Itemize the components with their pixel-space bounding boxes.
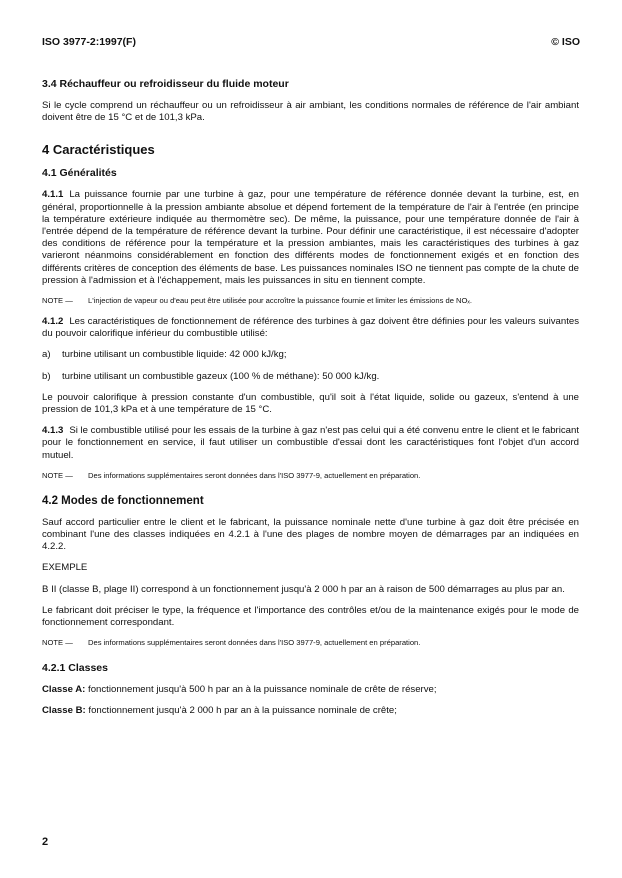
list-text: turbine utilisant un combustible liquide: 42 000 kJ/kg;	[62, 349, 287, 361]
note-3	[42, 638, 579, 648]
clause-number: 4.1.1	[42, 189, 64, 201]
list-label: b)	[42, 370, 51, 382]
section-4-heading: 4 Caractéristiques	[42, 142, 155, 158]
class-label: Classe B:	[42, 705, 86, 717]
copyright-mark: © ISO	[551, 36, 580, 48]
list-item-b	[42, 371, 579, 383]
note-1	[42, 296, 579, 306]
list-text: turbine utilisant un combustible gazeux (100 % de méthane): 50 000 kJ/kg.	[62, 370, 380, 382]
clause-text: Si le combustible utilisé pour les essais de la turbine à gaz n'est pas celui qui a été convenu entre le client et le fabricant pour le fonctionnement en service, il faut utiliser un combustible d'essai dont les caractéristiques font l'objet d'un accord mutuel.	[42, 425, 579, 461]
clause-4-1-2	[42, 316, 579, 340]
section-4-2-paragraph: Sauf accord particulier entre le client et le fabricant, la puissance nominale nette d'une turbine à gaz doit être précisée en combinant l'une des classes indiquées en 4.2.1 à l'une des plages de nombre moyen de démarrages par an indiquées en 4.2.2.	[42, 516, 579, 553]
document-id: ISO 3977-2:1997(F)	[42, 36, 136, 48]
section-3-4-heading: 3.4 Réchauffeur ou refroidisseur du fluide moteur	[42, 78, 289, 90]
example-label: EXEMPLE	[42, 562, 88, 574]
clause-text: Les caractéristiques de fonctionnement de référence des turbines à gaz doivent être définies pour les valeurs suivantes du pouvoir calorifique inférieur du combustible utilisé:	[42, 316, 579, 340]
class-text: fonctionnement jusqu'à 2 000 h par an à la puissance nominale de crête;	[88, 705, 397, 717]
page-content	[42, 78, 579, 727]
class-a	[42, 684, 579, 696]
clause-4-1-3	[42, 425, 579, 462]
class-text: fonctionnement jusqu'à 500 h par an à la puissance nominale de crête de réserve;	[88, 684, 437, 696]
clause-4-1-2-continued: Le pouvoir calorifique à pression constante d'un combustible, qu'il soit à l'état liquide, solide ou gazeux, s'entend à une pression de 101,3 kPa et à une température de 15 °C.	[42, 391, 579, 416]
note-label: NOTE —	[42, 470, 73, 480]
section-4-2-paragraph-2: Le fabricant doit préciser le type, la fréquence et l'importance des contrôles et/ou de la maintenance exigés pour le mode de fonctionnement correspondant.	[42, 604, 579, 629]
list-item-a	[42, 349, 579, 361]
page-number: 2	[42, 836, 49, 848]
example-text: B II (classe B, plage II) correspond à un fonctionnement jusqu'à 2 000 h par an à raison de 500 démarrages au plus par an.	[42, 583, 565, 595]
section-4-2-heading: 4.2 Modes de fonctionnement	[42, 494, 204, 507]
clause-number: 4.1.3	[42, 425, 64, 437]
class-b	[42, 705, 579, 717]
class-label: Classe A:	[42, 684, 86, 696]
note-label: NOTE —	[42, 638, 73, 648]
section-4-2-1-heading: 4.2.1 Classes	[42, 662, 108, 675]
clause-number: 4.1.2	[42, 316, 64, 328]
note-label: NOTE —	[42, 296, 73, 306]
section-4-1-heading: 4.1 Généralités	[42, 167, 117, 180]
clause-4-1-1	[42, 189, 579, 287]
note-text: Des informations supplémentaires seront données dans l'ISO 3977-9, actuellement en préparation.	[88, 470, 421, 480]
list-label: a)	[42, 349, 51, 361]
note-2	[42, 471, 579, 481]
section-3-4-paragraph: Si le cycle comprend un réchauffeur ou un refroidisseur à air ambiant, les conditions normales de référence de l'air ambiant doivent être de 15 °C et de 101,3 kPa.	[42, 100, 579, 124]
note-text: Des informations supplémentaires seront données dans l'ISO 3977-9, actuellement en préparation.	[88, 638, 421, 648]
note-text: L'injection de vapeur ou d'eau peut être utilisée pour accroître la puissance fournie et limiter les émissions de NOₓ.	[88, 296, 473, 306]
clause-text: La puissance fournie par une turbine à gaz, pour une température de référence donnée devant la turbine, est, en général, proportionnelle à la pression ambiante absolue et dépend fortement de la température de l'air à l'entrée (en principe la température extérieure indiquée au thermomètre sec). De même, la puissance, pour une température donnée de l'air à l'entrée dépend de la température de référence devant la turbine. Pour définir une caractéristique, il est nécessaire d'adopter des conditions de référence pour la température et la pression ambiantes, mais les caractéristiques des turbines à gaz varieront néanmoins considérablement en fonction des différents modes de fonctionnement exigés et en fonction des différents critères de conception des éléments de base. Les puissances nominales ISO ne tiennent pas compte de la chute de pression à l'admission et à l'échappement, mais les puissances in situ en tiennent compte.	[42, 189, 579, 286]
